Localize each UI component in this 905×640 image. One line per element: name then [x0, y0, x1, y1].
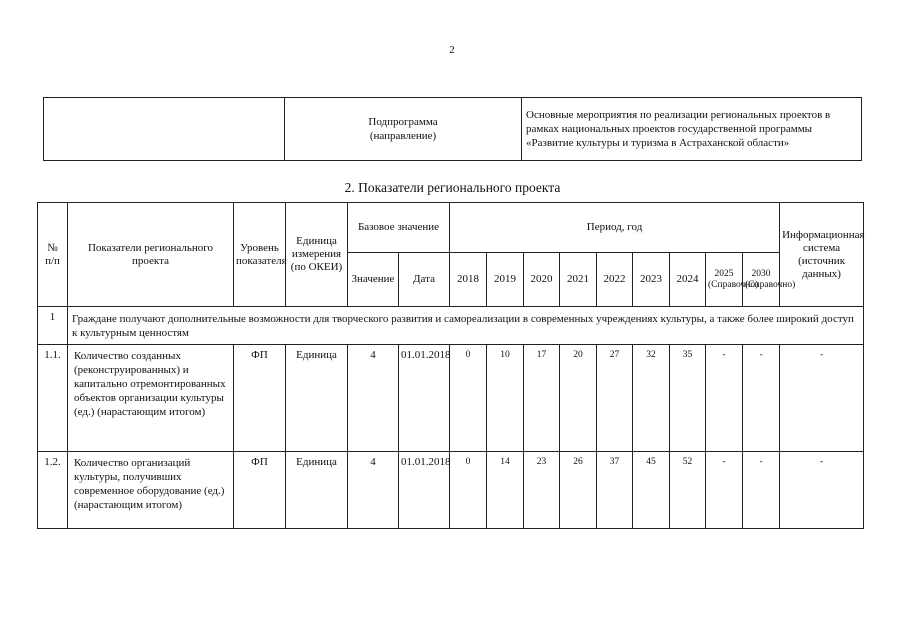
row-value: 14: [487, 452, 524, 529]
header-year: 2024: [670, 253, 706, 307]
header-base-date: Дата: [399, 253, 450, 307]
header-level: Уровень показателя: [234, 203, 286, 307]
row-value: 0: [450, 452, 487, 529]
goal-text: Граждане получают дополнительные возможности для творческого развития и самореализации в современных учреждениях культуры, а также более широкий доступ к культурным ценностям: [68, 307, 864, 345]
row-value: 0: [450, 345, 487, 452]
header-year: 2018: [450, 253, 487, 307]
row-value: 17: [524, 345, 560, 452]
row-value: -: [706, 345, 743, 452]
row-indicator: Количество созданных (реконструированных) и капитально отремонтированных объектов организации культуры (ед.) (нарастающим итогом): [68, 345, 234, 452]
header-unit: Единица измерения (по ОКЕИ): [286, 203, 348, 307]
row-base-value: 4: [348, 452, 399, 529]
row-value: 32: [633, 345, 670, 452]
row-info: -: [780, 452, 864, 529]
row-value: 10: [487, 345, 524, 452]
page-number: 2: [449, 44, 455, 56]
header-year: 2021: [560, 253, 597, 307]
subprogram-text: Основные мероприятия по реализации региональных проектов в рамках национальных проектов государственной программы «Развитие культуры и туризма в Астраханской области»: [522, 98, 862, 161]
row-value: -: [743, 345, 780, 452]
row-level: ФП: [234, 345, 286, 452]
row-value: -: [743, 452, 780, 529]
row-num: 1.1.: [38, 345, 68, 452]
row-base-date: 01.01.2018: [399, 345, 450, 452]
header-indicator: Показатели регионального проекта: [68, 203, 234, 307]
header-base-value: Значение: [348, 253, 399, 307]
row-indicator: Количество организаций культуры, получивших современное оборудование (ед.) (нарастающим итогом): [68, 452, 234, 529]
row-value: -: [706, 452, 743, 529]
indicators-table: [37, 202, 864, 529]
header-year-reference: 2025 (Справочно): [706, 253, 743, 307]
row-value: 52: [670, 452, 706, 529]
header-info: Информационная система (источник данных): [780, 203, 864, 307]
row-value: 37: [597, 452, 633, 529]
header-year: 2023: [633, 253, 670, 307]
header-year: 2019: [487, 253, 524, 307]
row-value: 20: [560, 345, 597, 452]
row-unit: Единица: [286, 345, 348, 452]
table-row: [38, 345, 864, 452]
row-value: 45: [633, 452, 670, 529]
header-num: № п/п: [38, 203, 68, 307]
row-value: 27: [597, 345, 633, 452]
row-unit: Единица: [286, 452, 348, 529]
row-value: 26: [560, 452, 597, 529]
row-base-date: 01.01.2018: [399, 452, 450, 529]
row-value: 23: [524, 452, 560, 529]
header-base: Базовое значение: [348, 203, 450, 253]
header-year-reference: 2030 (Справочно): [743, 253, 780, 307]
row-value: 35: [670, 345, 706, 452]
goal-num: 1: [38, 307, 68, 345]
subprogram-label: Подпрограмма (направление): [285, 98, 522, 161]
table-row: [38, 452, 864, 529]
subprogram-table: [43, 97, 862, 161]
row-base-value: 4: [348, 345, 399, 452]
header-year: 2022: [597, 253, 633, 307]
row-level: ФП: [234, 452, 286, 529]
subprogram-empty-cell: [44, 98, 285, 161]
row-num: 1.2.: [38, 452, 68, 529]
header-year: 2020: [524, 253, 560, 307]
header-period: Период, год: [450, 203, 780, 253]
row-info: -: [780, 345, 864, 452]
section-title: 2. Показатели регионального проекта: [344, 180, 561, 195]
